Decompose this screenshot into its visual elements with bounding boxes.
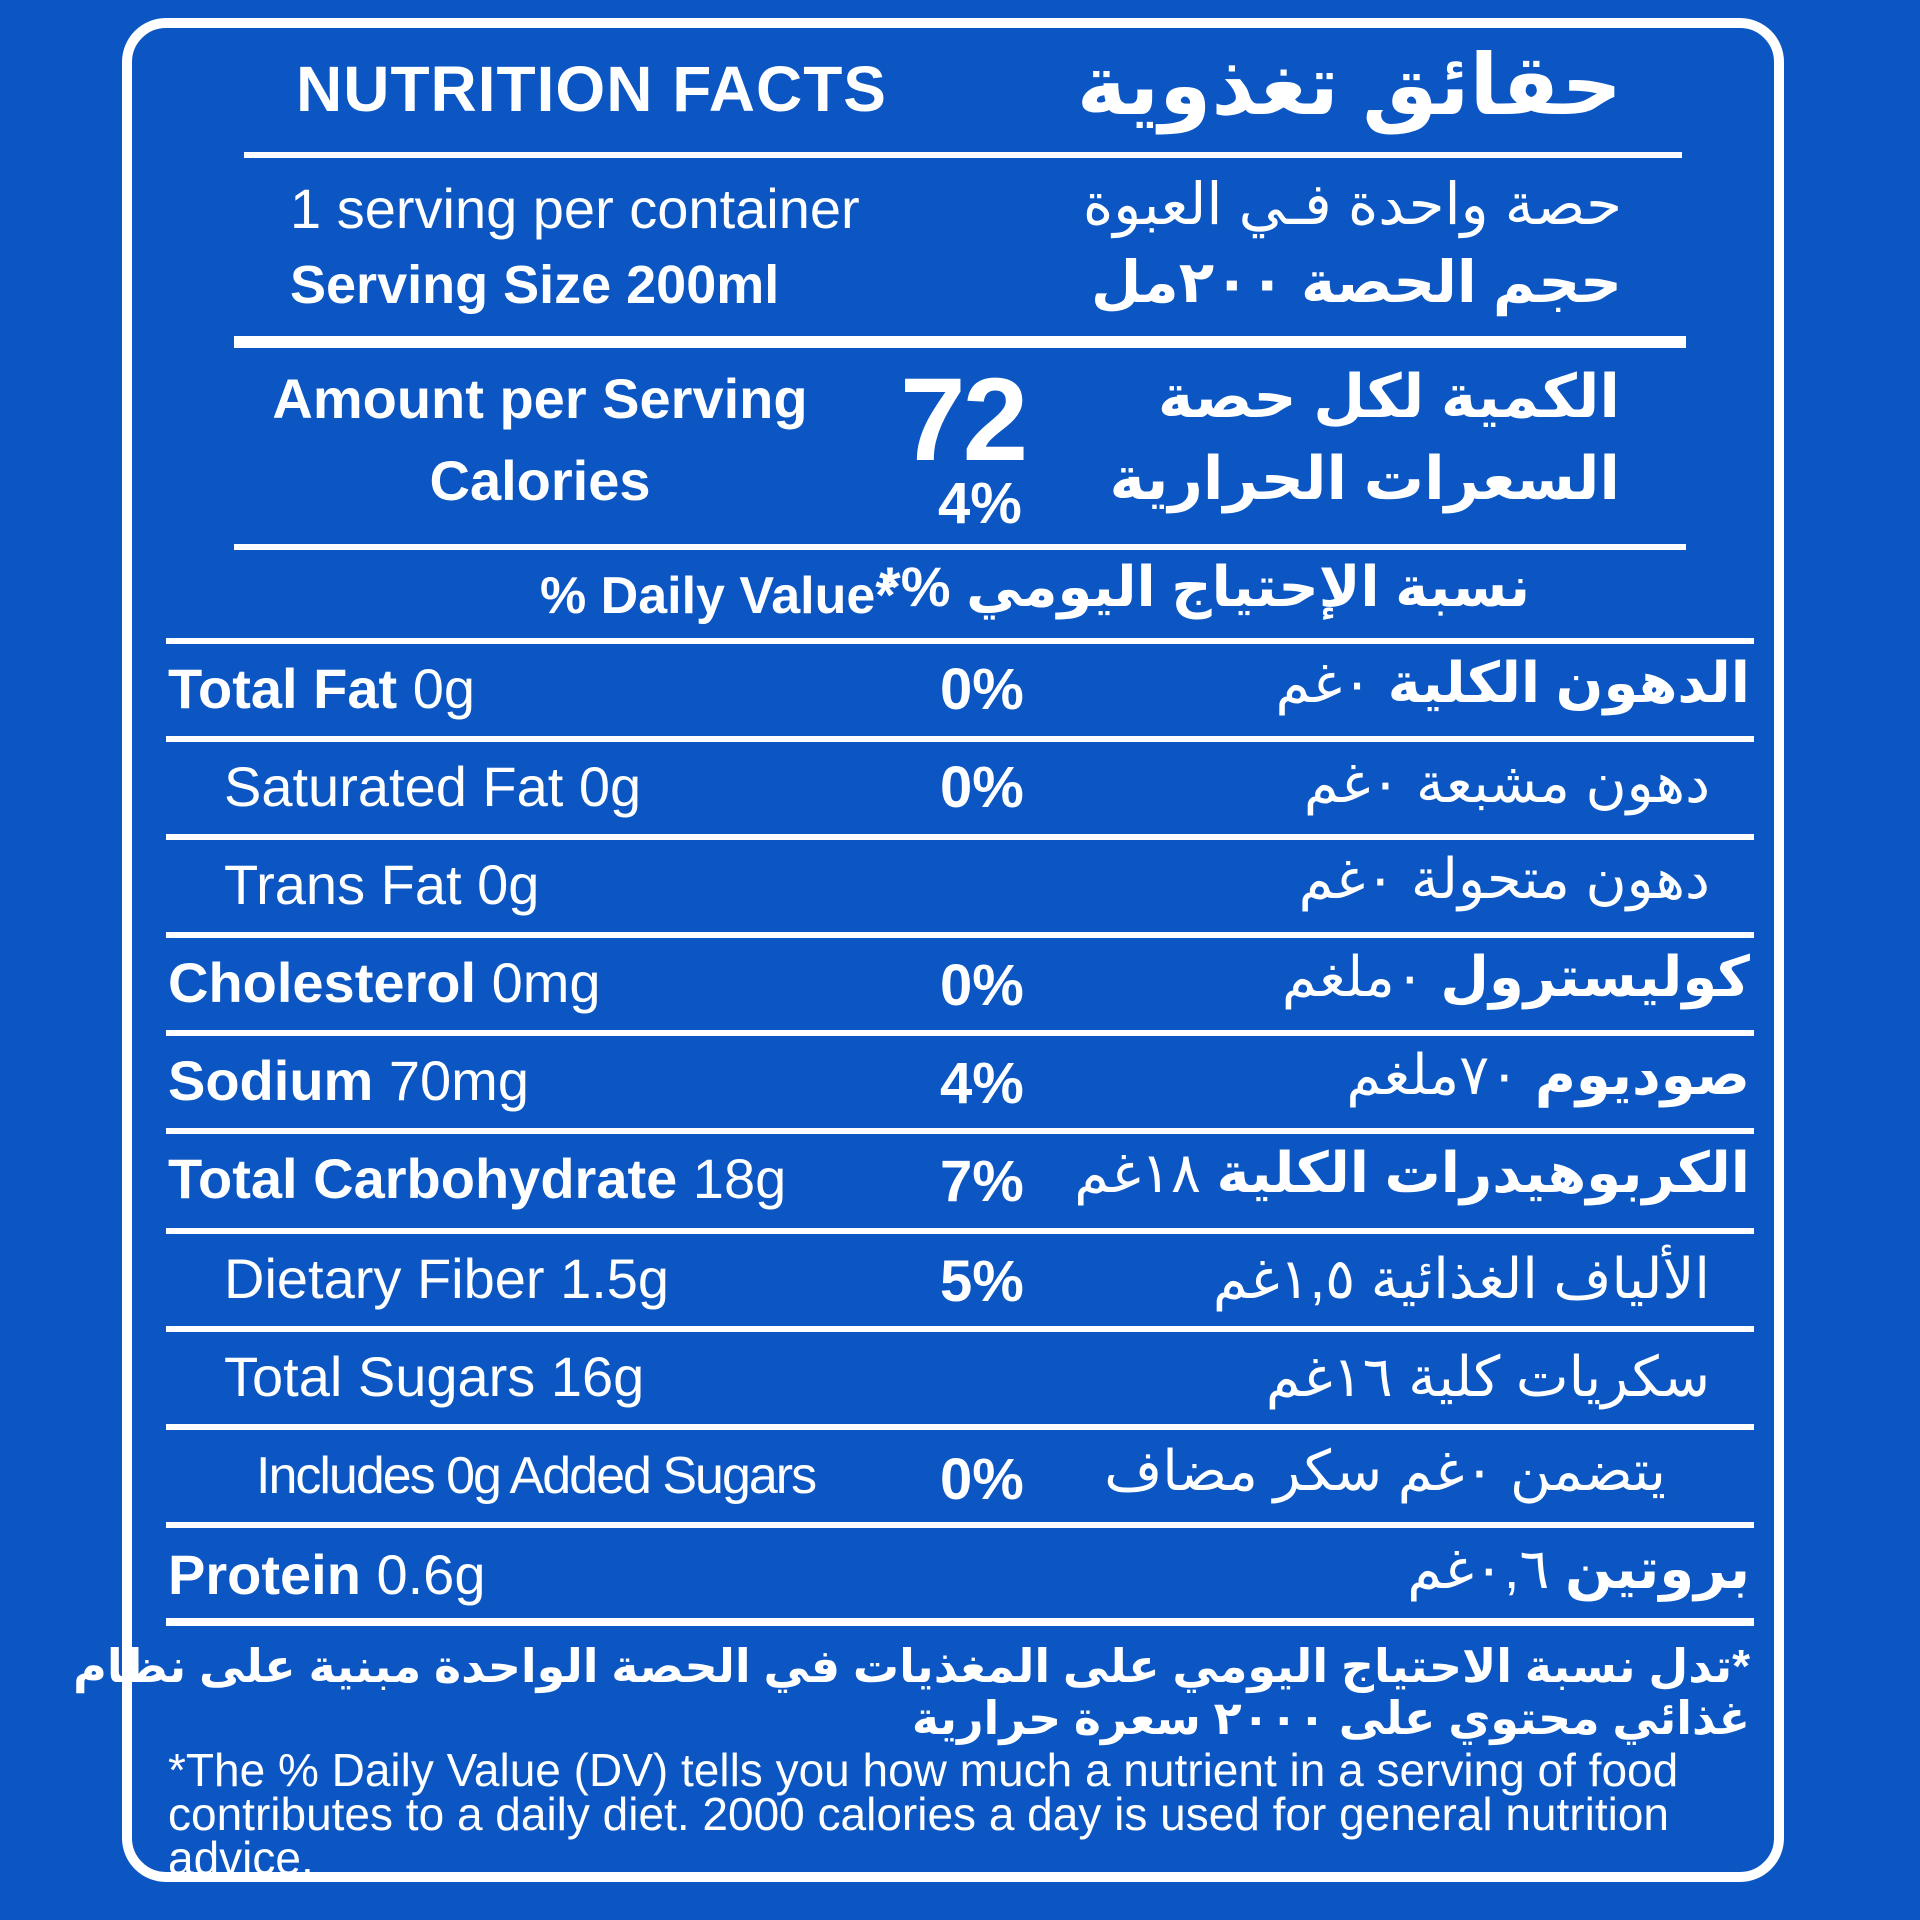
footnote-arabic-line-2: غذائي محتوي على ٢٠٠٠ سعرة حرارية	[911, 1692, 1750, 1744]
nutrient-row-total-sugars-ar: سكريات كلية ١٦غم	[1265, 1345, 1710, 1408]
divider-daily-value	[166, 638, 1754, 644]
divider-row	[166, 1228, 1754, 1234]
divider-row	[166, 1326, 1754, 1332]
footnote-arabic	[73, 1640, 1750, 1744]
serving-size-ar: حجم الحصة ٢٠٠مل	[1091, 250, 1622, 315]
nutrient-amount: 18g	[677, 1147, 787, 1210]
nutrient-row-protein-ar	[1407, 1536, 1750, 1602]
nutrient-name: Cholesterol	[168, 951, 477, 1014]
nutrient-name-ar: صوديوم	[1534, 1043, 1750, 1106]
amount-per-serving-en	[200, 358, 880, 522]
nutrient-name-ar: الكربوهيدرات الكلية	[1216, 1141, 1750, 1204]
footnote-english: *The % Daily Value (DV) tells you how much a nutrient in a serving of food contributes to a daily diet. 2000 calories a day is used for general nutrition advice.	[168, 1744, 1679, 1884]
divider-calories	[234, 544, 1686, 550]
divider-serving-thick	[234, 336, 1686, 348]
nutrient-name: Total Fat	[168, 657, 398, 720]
servings-per-container-ar: حصة واحدة فـي العبوة	[1082, 172, 1622, 237]
calories-value: 72	[900, 354, 1026, 486]
nutrient-row-total-fat-ar	[1275, 650, 1750, 716]
divider-row	[166, 932, 1754, 938]
nutrient-row-cholesterol-en	[168, 950, 601, 1015]
nutrient-amount-ar: ٠ملغم	[1281, 945, 1441, 1008]
nutrient-name: Total Carbohydrate	[168, 1147, 678, 1210]
divider-protein	[166, 1618, 1754, 1626]
title-arabic: حقائق تغذوية	[1076, 38, 1622, 132]
nutrient-percent-saturated-fat: 0%	[940, 755, 1024, 820]
nutrient-row-added-sugars-ar: يتضمن ٠غم سكر مضاف	[1104, 1439, 1666, 1502]
calories-label-en: Calories	[429, 449, 651, 512]
title-english: NUTRITION FACTS	[296, 53, 887, 125]
nutrient-name: Protein	[168, 1543, 361, 1606]
nutrient-row-added-sugars-en: Includes 0g Added Sugars	[256, 1447, 816, 1505]
nutrient-row-sodium-ar	[1346, 1042, 1750, 1108]
serving-size-en: Serving Size 200ml	[290, 255, 780, 315]
footnote-arabic-line-1: *تدل نسبة الاحتياج اليومي على المغذيات في الحصة الواحدة مبنية على نظام	[73, 1640, 1750, 1692]
nutrient-row-total-fat-en	[168, 656, 475, 721]
nutrient-row-sodium-en	[168, 1048, 529, 1113]
nutrient-row-trans-fat-ar: دهون متحولة ٠غم	[1298, 847, 1710, 910]
nutrient-percent-dietary-fiber: 5%	[940, 1249, 1024, 1314]
nutrient-row-dietary-fiber-ar: الألياف الغذائية ١,٥غم	[1212, 1247, 1710, 1310]
daily-value-header-ar: نسبة الإحتياج اليومي %*	[879, 555, 1530, 618]
nutrient-percent-total-fat: 0%	[940, 657, 1024, 722]
nutrient-row-total-carbohydrate-en	[168, 1146, 786, 1211]
divider-row	[166, 1522, 1754, 1528]
nutrient-amount-ar: ١٨غم	[1074, 1141, 1217, 1204]
amount-label-en: Amount per Serving	[272, 367, 808, 430]
divider-row	[166, 834, 1754, 840]
nutrient-percent-cholesterol: 0%	[940, 953, 1024, 1018]
nutrient-amount: 0.6g	[360, 1543, 486, 1606]
daily-value-header-en: % Daily Value*	[540, 567, 896, 625]
nutrient-percent-sodium: 4%	[940, 1051, 1024, 1116]
amount-per-serving-ar	[1109, 356, 1620, 520]
divider-header	[244, 152, 1682, 158]
nutrient-percent-total-carbohydrate: 7%	[940, 1149, 1024, 1214]
calories-percent: 4%	[938, 471, 1022, 536]
servings-per-container-en: 1 serving per container	[290, 177, 860, 240]
divider-row	[166, 1030, 1754, 1036]
nutrient-row-cholesterol-ar	[1282, 944, 1750, 1010]
calories-label-ar: السعرات الحرارية	[1109, 445, 1620, 512]
nutrient-row-dietary-fiber-en: Dietary Fiber 1.5g	[224, 1247, 670, 1310]
nutrient-amount: 0mg	[476, 951, 601, 1014]
nutrient-row-total-sugars-en: Total Sugars 16g	[224, 1345, 645, 1408]
nutrient-amount-ar: ٠غم	[1275, 651, 1388, 714]
nutrient-amount: 70mg	[373, 1049, 529, 1112]
nutrient-name-ar: بروتين	[1565, 1537, 1750, 1600]
divider-row	[166, 1128, 1754, 1134]
nutrient-name-ar: كوليسترول	[1440, 945, 1750, 1008]
nutrient-row-saturated-fat-en: Saturated Fat 0g	[224, 755, 642, 818]
divider-row	[166, 1424, 1754, 1430]
nutrient-row-total-carbohydrate-ar	[1074, 1140, 1750, 1206]
nutrient-row-saturated-fat-ar: دهون مشبعة ٠غم	[1303, 751, 1710, 814]
nutrient-name: Sodium	[168, 1049, 374, 1112]
nutrient-row-trans-fat-en: Trans Fat 0g	[224, 853, 540, 916]
divider-row	[166, 736, 1754, 742]
nutrient-row-protein-en	[168, 1542, 485, 1607]
nutrient-amount-ar: ٧٠ملغم	[1346, 1043, 1535, 1106]
nutrient-amount: 0g	[397, 657, 476, 720]
nutrient-amount-ar: ٠,٦غم	[1407, 1537, 1566, 1600]
nutrient-name-ar: الدهون الكلية	[1387, 651, 1750, 714]
amount-label-ar: الكمية لكل حصة	[1157, 363, 1620, 430]
nutrient-percent-added-sugars: 0%	[940, 1447, 1024, 1512]
